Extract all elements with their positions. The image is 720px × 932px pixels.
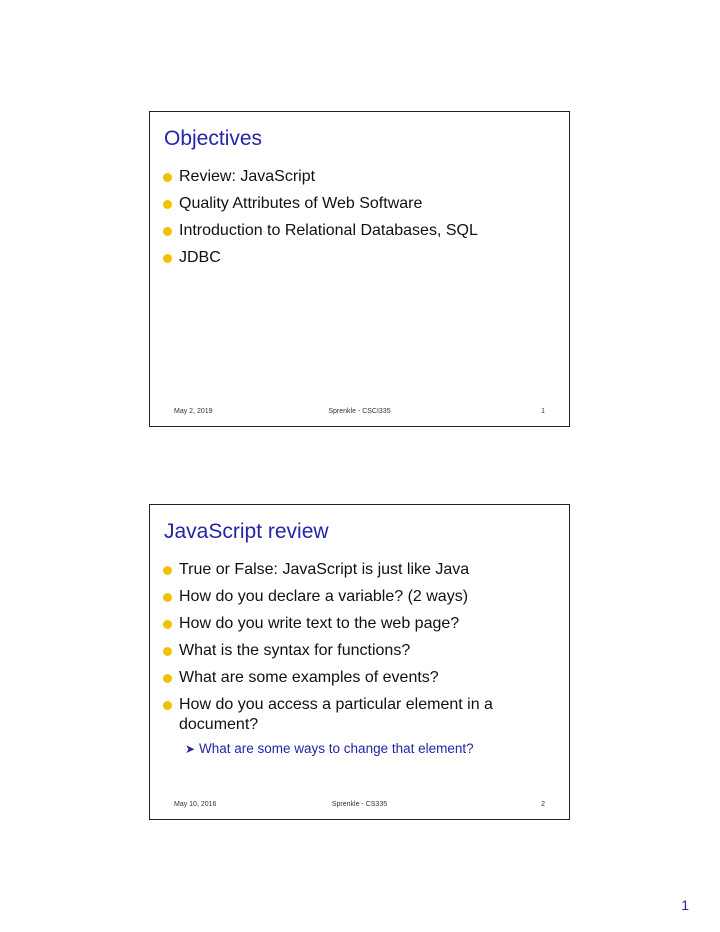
bullet-text: How do you access a particular element in a document? (179, 696, 493, 733)
bullet-item (162, 695, 549, 758)
slide-footer (174, 406, 545, 418)
sub-bullet-text: What are some ways to change that element? (199, 741, 474, 756)
bullet-list (162, 560, 549, 765)
bullet-text: Review: JavaScript (179, 168, 316, 185)
footer-author: Sprenkle - CSCI335 (328, 408, 391, 415)
bullet-item (162, 167, 549, 187)
footer-date: May 2, 2019 (174, 408, 213, 415)
sub-bullet-item (185, 740, 549, 758)
bullet-item (162, 560, 549, 580)
bullet-icon (163, 254, 172, 263)
bullet-text: Introduction to Relational Databases, SQL (179, 222, 478, 239)
slide-number: 1 (541, 408, 545, 415)
slide-title: JavaScript review (164, 520, 329, 543)
slide-footer (174, 799, 545, 811)
bullet-icon (163, 173, 172, 182)
bullet-item (162, 221, 549, 241)
bullet-text: JDBC (179, 249, 221, 266)
bullet-item (162, 668, 549, 688)
arrow-right-icon: ➤ (185, 742, 196, 756)
bullet-list (162, 167, 549, 275)
bullet-text: How do you write text to the web page? (179, 615, 460, 632)
bullet-icon (163, 674, 172, 683)
sub-bullet-list (185, 740, 549, 758)
slide-2 (149, 504, 570, 820)
bullet-item (162, 248, 549, 268)
slide-title: Objectives (164, 127, 263, 150)
bullet-text: How do you declare a variable? (2 ways) (179, 588, 469, 605)
bullet-text: True or False: JavaScript is just like Java (179, 561, 470, 578)
bullet-icon (163, 647, 172, 656)
slide-number: 2 (541, 801, 545, 808)
bullet-item (162, 641, 549, 661)
bullet-text: What is the syntax for functions? (179, 642, 411, 659)
bullet-icon (163, 566, 172, 575)
bullet-text: Quality Attributes of Web Software (179, 195, 423, 212)
footer-author: Sprenkle - CS335 (331, 801, 388, 808)
footer-date: May 10, 2016 (174, 801, 217, 808)
bullet-icon (163, 227, 172, 236)
bullet-icon (163, 200, 172, 209)
slide-1 (149, 111, 570, 427)
bullet-icon (163, 593, 172, 602)
bullet-item (162, 194, 549, 214)
bullet-icon (163, 620, 172, 629)
bullet-item (162, 587, 549, 607)
bullet-text: What are some examples of events? (179, 669, 439, 686)
page-number: 1 (681, 897, 689, 913)
bullet-item (162, 614, 549, 634)
bullet-icon (163, 701, 172, 710)
